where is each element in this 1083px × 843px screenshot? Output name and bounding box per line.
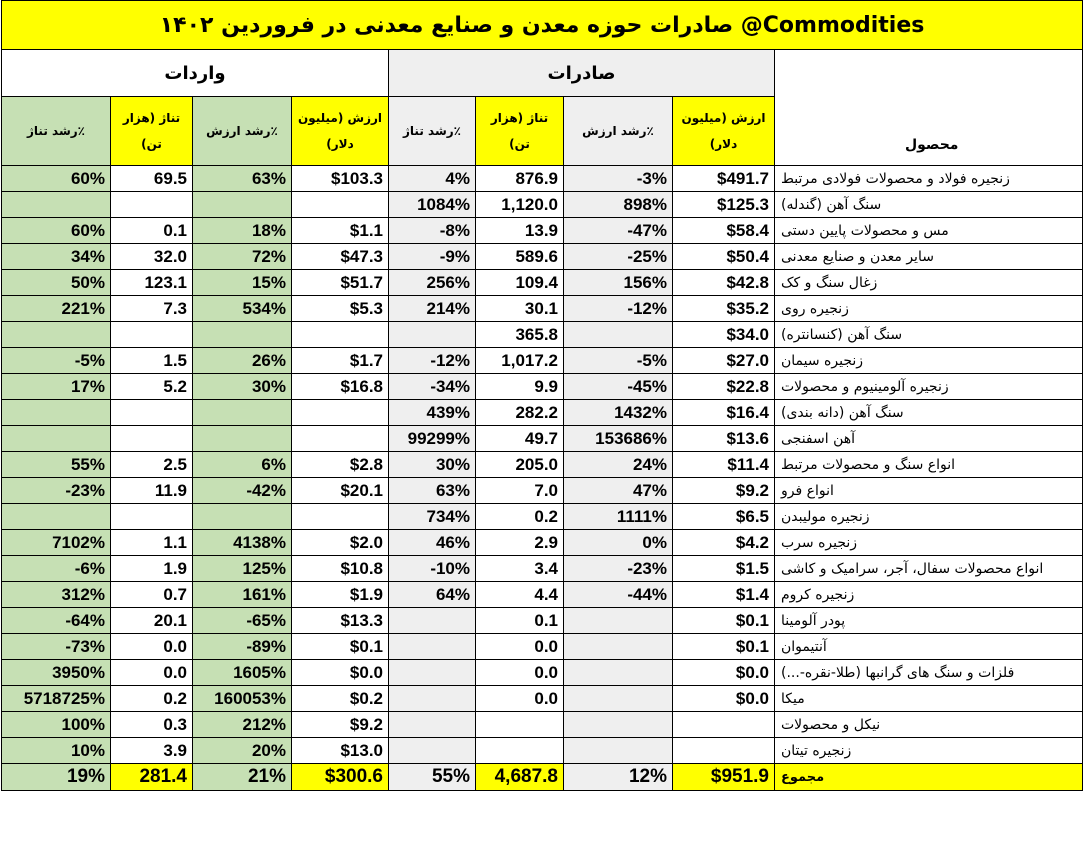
exp-value-growth-cell: 153686% xyxy=(564,426,673,452)
product-name-cell: نیکل و محصولات xyxy=(775,712,1083,738)
imp-tonnage-cell: 0.0 xyxy=(111,634,193,660)
imp-value-cell: $13.0 xyxy=(292,738,389,764)
imp-value-growth-cell: 72% xyxy=(193,244,292,270)
imp-tonnage-growth-cell: 34% xyxy=(2,244,111,270)
exp-value-growth-cell: 24% xyxy=(564,452,673,478)
exp-value-header: ارزش (میلیون دلار) xyxy=(673,97,775,166)
total-imp-tonnage-growth-cell: 19% xyxy=(2,764,111,791)
imp-value-growth-cell: 212% xyxy=(193,712,292,738)
imp-tonnage-cell: 5.2 xyxy=(111,374,193,400)
imp-value-cell xyxy=(292,400,389,426)
exp-value-cell: $16.4 xyxy=(673,400,775,426)
exp-tonnage-growth-cell: -12% xyxy=(389,348,476,374)
exp-value-growth-cell: -5% xyxy=(564,348,673,374)
product-name-cell: سنگ آهن (گندله) xyxy=(775,192,1083,218)
imp-tonnage-growth-cell xyxy=(2,192,111,218)
imp-value-growth-cell: -89% xyxy=(193,634,292,660)
table-row xyxy=(2,322,1083,348)
product-name-cell: آهن اسفنجی xyxy=(775,426,1083,452)
product-name-cell: زنجیره مولیبدن xyxy=(775,504,1083,530)
imp-tonnage-growth-cell: -5% xyxy=(2,348,111,374)
imp-value-growth-cell: 63% xyxy=(193,166,292,192)
imp-value-growth-cell: 30% xyxy=(193,374,292,400)
exp-tonnage-cell: 7.0 xyxy=(476,478,564,504)
exp-tonnage-growth-cell: 30% xyxy=(389,452,476,478)
exp-value-cell: $22.8 xyxy=(673,374,775,400)
table-row xyxy=(2,374,1083,400)
imp-tonnage-growth-cell: 17% xyxy=(2,374,111,400)
exp-value-cell: $34.0 xyxy=(673,322,775,348)
product-name-cell: مس و محصولات پایین دستی xyxy=(775,218,1083,244)
exp-tonnage-growth-cell: 439% xyxy=(389,400,476,426)
imp-tonnage-cell: 3.9 xyxy=(111,738,193,764)
exp-tonnage-cell: 109.4 xyxy=(476,270,564,296)
imp-tonnage-growth-cell: -23% xyxy=(2,478,111,504)
exp-value-growth-cell xyxy=(564,608,673,634)
product-column-header: محصول xyxy=(775,50,1083,166)
exp-value-cell: $35.2 xyxy=(673,296,775,322)
imp-tonnage-growth-cell: 60% xyxy=(2,218,111,244)
imports-group-header: واردات xyxy=(2,50,389,97)
imp-tonnage-growth-cell: -6% xyxy=(2,556,111,582)
imp-value-cell: $0.2 xyxy=(292,686,389,712)
exp-tonnage-cell: 365.8 xyxy=(476,322,564,348)
exp-value-growth-cell: -47% xyxy=(564,218,673,244)
exp-tonnage-growth-cell: -8% xyxy=(389,218,476,244)
table-row xyxy=(2,400,1083,426)
imp-value-growth-cell: -65% xyxy=(193,608,292,634)
imp-value-growth-cell: -42% xyxy=(193,478,292,504)
exp-value-growth-cell xyxy=(564,660,673,686)
total-imp-value-cell: $300.6 xyxy=(292,764,389,791)
exp-value-growth-cell: -25% xyxy=(564,244,673,270)
exp-tonnage-growth-cell: 63% xyxy=(389,478,476,504)
exp-value-growth-cell: -44% xyxy=(564,582,673,608)
imp-tonnage-cell xyxy=(111,400,193,426)
imp-tonnage-cell: 0.0 xyxy=(111,660,193,686)
exp-tonnage-growth-cell: 1084% xyxy=(389,192,476,218)
product-name-cell: انواع سنگ و محصولات مرتبط xyxy=(775,452,1083,478)
exp-value-cell: $491.7 xyxy=(673,166,775,192)
imp-tonnage-cell xyxy=(111,426,193,452)
table-row xyxy=(2,504,1083,530)
imp-value-growth-cell: 161% xyxy=(193,582,292,608)
product-name-cell: زنجیره سیمان xyxy=(775,348,1083,374)
exp-value-cell: $125.3 xyxy=(673,192,775,218)
exp-value-cell: $0.0 xyxy=(673,686,775,712)
imp-value-cell: $5.3 xyxy=(292,296,389,322)
product-name-cell: میکا xyxy=(775,686,1083,712)
exp-value-cell: $1.4 xyxy=(673,582,775,608)
exp-value-growth-cell xyxy=(564,712,673,738)
imp-value-cell xyxy=(292,322,389,348)
exp-value-cell xyxy=(673,738,775,764)
imp-value-growth-cell: 6% xyxy=(193,452,292,478)
exp-tonnage-cell xyxy=(476,738,564,764)
imp-tonnage-growth-cell: 100% xyxy=(2,712,111,738)
imp-tonnage-growth-cell: 3950% xyxy=(2,660,111,686)
product-name-cell: انواع محصولات سفال، آجر، سرامیک و کاشی xyxy=(775,556,1083,582)
imp-tonnage-cell: 20.1 xyxy=(111,608,193,634)
imp-value-growth-cell: 20% xyxy=(193,738,292,764)
imp-tonnage-cell: 123.1 xyxy=(111,270,193,296)
exp-value-growth-cell: 156% xyxy=(564,270,673,296)
exp-value-growth-cell: 1432% xyxy=(564,400,673,426)
exp-value-growth-cell xyxy=(564,686,673,712)
exp-tonnage-growth-cell: -10% xyxy=(389,556,476,582)
imp-tonnage-growth-cell: 312% xyxy=(2,582,111,608)
imp-tonnage-growth-cell: -64% xyxy=(2,608,111,634)
imp-tonnage-cell: 11.9 xyxy=(111,478,193,504)
exp-value-cell: $1.5 xyxy=(673,556,775,582)
exp-value-cell: $27.0 xyxy=(673,348,775,374)
imp-tonnage-cell: 0.2 xyxy=(111,686,193,712)
imp-value-growth-cell: 18% xyxy=(193,218,292,244)
exp-tonnage-cell: 30.1 xyxy=(476,296,564,322)
imp-tonnage-cell: 1.1 xyxy=(111,530,193,556)
exp-value-growth-cell: -12% xyxy=(564,296,673,322)
exp-tonnage-cell: 0.0 xyxy=(476,686,564,712)
table-row xyxy=(2,296,1083,322)
imp-tonnage-cell xyxy=(111,322,193,348)
total-label-cell: مجموع xyxy=(775,764,1083,791)
table-row xyxy=(2,556,1083,582)
imp-tonnage-cell: 69.5 xyxy=(111,166,193,192)
exp-tonnage-header: تناژ (هزار تن) xyxy=(476,97,564,166)
table-row xyxy=(2,192,1083,218)
exp-tonnage-growth-cell: 734% xyxy=(389,504,476,530)
imp-value-cell: $103.3 xyxy=(292,166,389,192)
imp-tonnage-growth-cell xyxy=(2,504,111,530)
exp-tonnage-growth-cell xyxy=(389,738,476,764)
table-row xyxy=(2,712,1083,738)
table-row xyxy=(2,244,1083,270)
total-row xyxy=(2,764,1083,791)
imp-value-cell: $1.1 xyxy=(292,218,389,244)
total-exp-value-growth-cell: 12% xyxy=(564,764,673,791)
table-row xyxy=(2,660,1083,686)
total-imp-tonnage-cell: 281.4 xyxy=(111,764,193,791)
exp-tonnage-cell: 205.0 xyxy=(476,452,564,478)
exp-tonnage-growth-cell: 4% xyxy=(389,166,476,192)
imp-tonnage-cell xyxy=(111,192,193,218)
exp-value-cell: $58.4 xyxy=(673,218,775,244)
exp-value-growth-cell: 47% xyxy=(564,478,673,504)
table-row xyxy=(2,530,1083,556)
table-row xyxy=(2,218,1083,244)
exp-value-cell: $4.2 xyxy=(673,530,775,556)
imp-value-growth-cell: 15% xyxy=(193,270,292,296)
imp-value-cell: $1.9 xyxy=(292,582,389,608)
exp-tonnage-cell: 13.9 xyxy=(476,218,564,244)
table-row xyxy=(2,738,1083,764)
imp-tonnage-growth-cell xyxy=(2,400,111,426)
exp-value-growth-cell xyxy=(564,322,673,348)
imp-value-cell: $0.1 xyxy=(292,634,389,660)
total-exp-tonnage-cell: 4,687.8 xyxy=(476,764,564,791)
page-title: صادرات حوزه معدن و صنایع معدنی در فروردین ۱۴۰۲ @Commodities xyxy=(2,1,1083,50)
commodities-table xyxy=(1,0,1083,791)
exp-tonnage-growth-cell xyxy=(389,686,476,712)
exp-value-growth-cell: 1111% xyxy=(564,504,673,530)
exp-tonnage-growth-header: رشد تناژ٪ xyxy=(389,97,476,166)
imp-tonnage-growth-cell xyxy=(2,426,111,452)
imp-tonnage-cell: 1.9 xyxy=(111,556,193,582)
imp-value-cell xyxy=(292,426,389,452)
product-name-cell: زنجیره کروم xyxy=(775,582,1083,608)
exp-tonnage-cell: 1,017.2 xyxy=(476,348,564,374)
product-name-cell: سنگ آهن (دانه بندی) xyxy=(775,400,1083,426)
imp-value-cell: $1.7 xyxy=(292,348,389,374)
exp-tonnage-cell: 1,120.0 xyxy=(476,192,564,218)
exp-tonnage-growth-cell: -34% xyxy=(389,374,476,400)
table-row xyxy=(2,582,1083,608)
table-row xyxy=(2,426,1083,452)
table-row xyxy=(2,452,1083,478)
exp-value-cell: $50.4 xyxy=(673,244,775,270)
exp-value-growth-cell xyxy=(564,738,673,764)
exp-tonnage-growth-cell xyxy=(389,322,476,348)
exp-tonnage-growth-cell: -9% xyxy=(389,244,476,270)
imp-tonnage-growth-cell xyxy=(2,322,111,348)
imp-value-cell: $47.3 xyxy=(292,244,389,270)
imp-tonnage-growth-cell: 50% xyxy=(2,270,111,296)
exp-value-growth-cell: -23% xyxy=(564,556,673,582)
exp-tonnage-growth-cell: 214% xyxy=(389,296,476,322)
exp-tonnage-cell: 0.2 xyxy=(476,504,564,530)
exp-tonnage-cell: 2.9 xyxy=(476,530,564,556)
imp-value-growth-cell: 534% xyxy=(193,296,292,322)
exp-tonnage-cell: 4.4 xyxy=(476,582,564,608)
exp-tonnage-cell: 0.0 xyxy=(476,634,564,660)
imp-value-cell: $2.8 xyxy=(292,452,389,478)
imp-value-growth-cell: 1605% xyxy=(193,660,292,686)
imp-value-header: ارزش (میلیون دلار) xyxy=(292,97,389,166)
product-name-cell: زغال سنگ و کک xyxy=(775,270,1083,296)
exp-value-cell: $0.0 xyxy=(673,660,775,686)
imp-tonnage-growth-cell: -73% xyxy=(2,634,111,660)
imp-value-growth-cell xyxy=(193,504,292,530)
product-name-cell: زنجیره سرب xyxy=(775,530,1083,556)
imp-tonnage-growth-header: رشد تناژ٪ xyxy=(2,97,111,166)
product-name-cell: زنجیره روی xyxy=(775,296,1083,322)
product-name-cell: زنجیره فولاد و محصولات فولادی مرتبط xyxy=(775,166,1083,192)
imp-value-cell: $13.3 xyxy=(292,608,389,634)
imp-tonnage-cell xyxy=(111,504,193,530)
exp-tonnage-growth-cell: 46% xyxy=(389,530,476,556)
product-name-cell: انواع فرو xyxy=(775,478,1083,504)
imp-value-cell: $0.0 xyxy=(292,660,389,686)
exp-tonnage-growth-cell xyxy=(389,660,476,686)
exp-value-growth-cell: -3% xyxy=(564,166,673,192)
exp-value-growth-cell: 898% xyxy=(564,192,673,218)
imp-value-cell: $10.8 xyxy=(292,556,389,582)
table-row xyxy=(2,686,1083,712)
total-imp-value-growth-cell: 21% xyxy=(193,764,292,791)
imp-tonnage-cell: 0.7 xyxy=(111,582,193,608)
exp-tonnage-cell: 3.4 xyxy=(476,556,564,582)
imp-tonnage-growth-cell: 10% xyxy=(2,738,111,764)
table-row xyxy=(2,166,1083,192)
exp-value-cell: $9.2 xyxy=(673,478,775,504)
imp-tonnage-cell: 0.3 xyxy=(111,712,193,738)
table-row xyxy=(2,634,1083,660)
imp-tonnage-header: تناژ (هزار تن) xyxy=(111,97,193,166)
exp-tonnage-growth-cell xyxy=(389,634,476,660)
imp-tonnage-growth-cell: 5718725% xyxy=(2,686,111,712)
exp-value-cell: $42.8 xyxy=(673,270,775,296)
imp-value-cell: $20.1 xyxy=(292,478,389,504)
exp-tonnage-growth-cell: 64% xyxy=(389,582,476,608)
exp-tonnage-cell xyxy=(476,712,564,738)
exp-value-growth-header: رشد ارزش٪ xyxy=(564,97,673,166)
product-name-cell: آنتیموان xyxy=(775,634,1083,660)
imp-tonnage-growth-cell: 221% xyxy=(2,296,111,322)
imp-tonnage-cell: 2.5 xyxy=(111,452,193,478)
table-row xyxy=(2,478,1083,504)
imp-tonnage-growth-cell: 7102% xyxy=(2,530,111,556)
exp-tonnage-growth-cell xyxy=(389,608,476,634)
exp-tonnage-cell: 0.1 xyxy=(476,608,564,634)
imp-value-growth-cell xyxy=(193,192,292,218)
imp-value-cell xyxy=(292,504,389,530)
imp-value-cell: $9.2 xyxy=(292,712,389,738)
exp-tonnage-cell: 589.6 xyxy=(476,244,564,270)
table-row xyxy=(2,270,1083,296)
exp-tonnage-cell: 282.2 xyxy=(476,400,564,426)
imp-value-cell: $16.8 xyxy=(292,374,389,400)
table-row xyxy=(2,608,1083,634)
imp-tonnage-cell: 7.3 xyxy=(111,296,193,322)
exp-tonnage-cell: 876.9 xyxy=(476,166,564,192)
imp-tonnage-cell: 0.1 xyxy=(111,218,193,244)
imp-value-growth-cell xyxy=(193,426,292,452)
exp-value-growth-cell: -45% xyxy=(564,374,673,400)
imp-tonnage-cell: 32.0 xyxy=(111,244,193,270)
product-name-cell: پودر آلومینا xyxy=(775,608,1083,634)
product-name-cell: فلزات و سنگ های گرانبها (طلا-نقره-...) xyxy=(775,660,1083,686)
exp-tonnage-cell: 0.0 xyxy=(476,660,564,686)
exp-value-cell: $13.6 xyxy=(673,426,775,452)
total-exp-tonnage-growth-cell: 55% xyxy=(389,764,476,791)
exp-tonnage-cell: 9.9 xyxy=(476,374,564,400)
exp-value-cell: $11.4 xyxy=(673,452,775,478)
total-exp-value-cell: $951.9 xyxy=(673,764,775,791)
exp-value-cell: $0.1 xyxy=(673,634,775,660)
exp-tonnage-growth-cell: 256% xyxy=(389,270,476,296)
product-name-cell: سنگ آهن (کنسانتره) xyxy=(775,322,1083,348)
imp-value-cell xyxy=(292,192,389,218)
imp-value-growth-cell xyxy=(193,322,292,348)
imp-tonnage-cell: 1.5 xyxy=(111,348,193,374)
imp-tonnage-growth-cell: 55% xyxy=(2,452,111,478)
imp-tonnage-growth-cell: 60% xyxy=(2,166,111,192)
exp-value-cell: $6.5 xyxy=(673,504,775,530)
exp-value-growth-cell: 0% xyxy=(564,530,673,556)
imp-value-growth-cell xyxy=(193,400,292,426)
exp-tonnage-growth-cell xyxy=(389,712,476,738)
product-name-cell: سایر معدن و صنایع معدنی xyxy=(775,244,1083,270)
exports-group-header: صادرات xyxy=(389,50,775,97)
exp-value-growth-cell xyxy=(564,634,673,660)
product-name-cell: زنجیره آلومینیوم و محصولات xyxy=(775,374,1083,400)
imp-value-growth-header: رشد ارزش٪ xyxy=(193,97,292,166)
table-row xyxy=(2,348,1083,374)
imp-value-cell: $2.0 xyxy=(292,530,389,556)
imp-value-cell: $51.7 xyxy=(292,270,389,296)
imp-value-growth-cell: 26% xyxy=(193,348,292,374)
exp-tonnage-growth-cell: 99299% xyxy=(389,426,476,452)
product-name-cell: زنجیره تیتان xyxy=(775,738,1083,764)
imp-value-growth-cell: 160053% xyxy=(193,686,292,712)
exp-value-cell: $0.1 xyxy=(673,608,775,634)
imp-value-growth-cell: 125% xyxy=(193,556,292,582)
imp-value-growth-cell: 4138% xyxy=(193,530,292,556)
exp-tonnage-cell: 49.7 xyxy=(476,426,564,452)
exp-value-cell xyxy=(673,712,775,738)
